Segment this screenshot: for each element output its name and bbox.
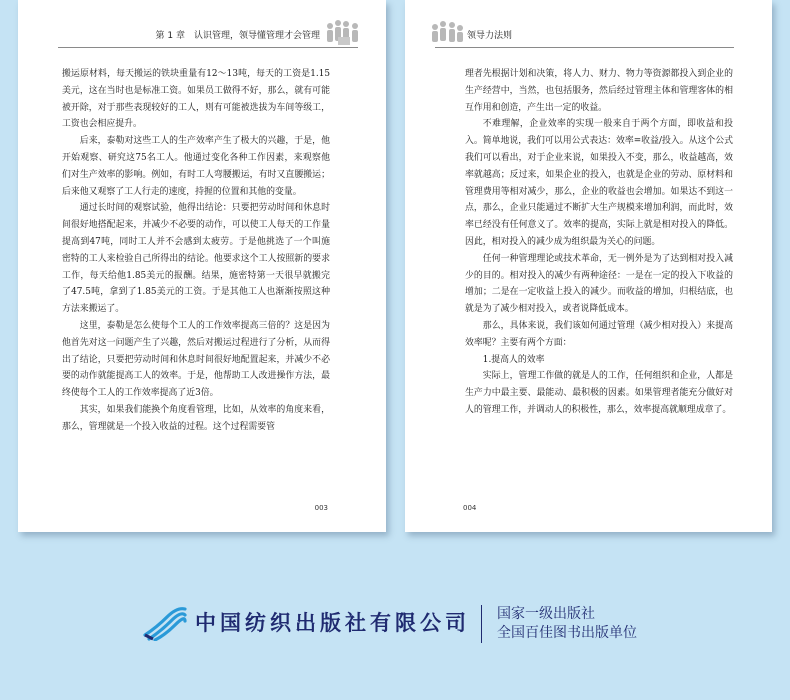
right-body-text [465,66,733,419]
paragraph: 那么，具体来说，我们该如何通过管理（减少相对投入）来提高效率呢？主要有两个方面： [465,320,733,348]
section-heading: 1.提高人的效率 [482,354,545,365]
people-group-icon [324,18,362,48]
paragraph: 这里，泰勒是怎么使每个工人的工作效率提高三倍的？这是因为他首先对这一问题产生了兴趣，然后对搬运过程进行了分析，从而得出了结论，只要把劳动时间和休息时间很好地配置起来，并减少不必要的动作就能提高工人的效率。于是，他帮助工人改进操作方法，最终使每个工人的工作效率提高了近3倍。 [62,320,330,399]
header-rule [58,47,358,48]
people-group-icon [429,18,465,46]
page-number: 004 [463,504,477,512]
publisher-wave-logo-icon [143,605,187,641]
header-rule [435,47,734,48]
paragraph: 通过长时间的观察试验，他得出结论：只要把劳动时间和休息时间很好地搭配起来，并减少不必要的动作，可以使工人每天的工作量提高到47吨，同时工人并不会感到太疲劳。于是他挑选了一个叫施密特的工人来检验自己所得出的结论。他要求这个工人按照新的要求工作，每天给他1.85美元的报酬。结果，施密特第一天很早就搬完了47.5吨，拿到了1.85美元的工资。于是其他工人也渐渐按照这种方法来搬运了。 [62,203,330,315]
publisher-tagline [497,605,637,643]
publisher-divider [481,605,482,643]
left-book-page [18,0,386,532]
paragraph: 不难理解，企业效率的实现一般来自于两个方面，即收益和投入。简单地说，我们可以用公式表达：效率=收益/投入。从这个公式我们可以看出，对于企业来说，如果投入不变，那么，收益越高，效率就越高；反过来，如果企业的投入，也就是企业的劳动、原材料和管理费用等相对减少，那么，企业的收益也会增加。如果达不到这一点，那么，企业只能通过不断扩大生产规模来增加利润，而此时，效率已经没有任何意义了。效率的提高，实际上就是相对投入的降低。因此，相对投入的减少成为组织最为关心的问题。 [465,119,733,247]
paragraph: 理者先根据计划和决策，将人力、财力、物力等资源都投入到企业的生产经营中，当然，也包括服务，然后经过管理主体和管理客体的相互作用和创造，产生出一定的收益。 [465,69,733,113]
right-book-page [405,0,772,532]
publisher-name: 中国纺织出版社有限公司 [195,610,470,635]
paragraph: 任何一种管理理论或技术革命，无一例外是为了达到相对投入减少的目的。相对投入的减少有两种途径：一是在一定的投入下收益的增加；二是在一定收益上投入的减少。而收益的增加，归根结底，也就是为了减少相对投入，或者说降低成本。 [465,253,733,315]
tagline-line: 国家一级出版社 [497,606,595,622]
paragraph: 其实，如果我们能换个角度看管理，比如，从效率的角度来看，那么，管理就是一个投入收益的过程。这个过程需要管 [62,404,330,432]
running-head: 第 1 章 认识管理，领导懂管理才会管理 [155,31,320,41]
running-head: 领导力法则 [467,31,513,41]
paragraph: 实际上，管理工作做的就是人的工作，任何组织和企业，人都是生产力中最主要、最能动、最积极的因素。如果管理者能充分做好对人的管理工作，并调动人的积极性，那么，效率提高就顺理成章了。 [465,371,733,415]
tagline-line: 全国百佳图书出版单位 [497,625,637,641]
page-number: 003 [314,504,328,512]
left-body-text [62,66,330,436]
paragraph: 后来，泰勒对这些工人的生产效率产生了极大的兴趣，于是，他开始观察、研究这75名工人。他通过变化各种工作因素，来观察他们对生产效率的影响。例如，有时工人弯腰搬运，有时又直腰搬运；后来他又观察了工人行走的速度，持握的位置和其他的变量。 [62,136,330,197]
paragraph: 搬运原材料，每天搬运的铁块重量有12～13吨，每天的工资是1.15美元，这在当时也是标准工资。如果员工做得不好，那么，就有可能被开除，对于那些表现较好的工人，则有可能被选拔为车间等级工，工资也会相应提升。 [62,69,330,130]
